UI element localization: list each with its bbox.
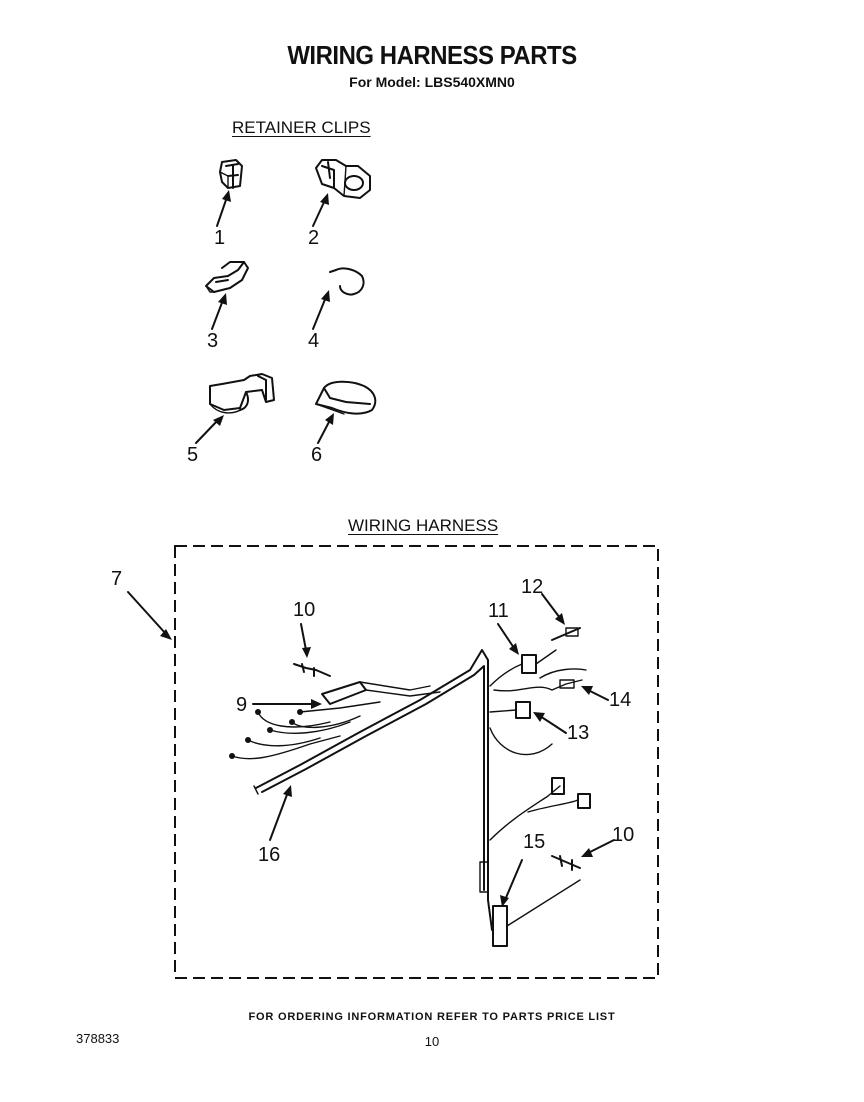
terminal-10-upper <box>294 664 330 676</box>
wiring-harness-heading: WIRING HARNESS <box>348 516 499 535</box>
leader-arrow-6 <box>318 413 334 443</box>
leader-arrow-5 <box>196 415 224 443</box>
leader-arrow-12 <box>542 594 565 625</box>
leader-arrow-2 <box>313 193 329 226</box>
leader-arrow-11 <box>498 624 519 655</box>
callout-10-lower: 10 <box>612 824 635 846</box>
terminal-12 <box>552 628 580 640</box>
callout-10-upper: 10 <box>293 599 316 621</box>
leader-arrow-14 <box>581 686 608 700</box>
connector-13 <box>490 702 552 755</box>
document-number: 378833 <box>76 1031 120 1046</box>
callout-12: 12 <box>521 576 544 598</box>
retainer-clip-2 <box>316 160 370 198</box>
wire-fan <box>229 702 380 759</box>
leader-arrow-16 <box>270 785 292 840</box>
retainer-clip-1 <box>220 160 242 188</box>
page-number: 10 <box>424 1034 440 1049</box>
leader-arrow-15 <box>500 860 522 907</box>
leader-arrow-1 <box>217 190 231 226</box>
retainer-clip-3 <box>206 262 248 292</box>
callout-1: 1 <box>214 227 226 249</box>
branch-connectors <box>490 778 590 840</box>
retainer-clips-heading: RETAINER CLIPS <box>232 118 371 137</box>
callout-4: 4 <box>308 330 320 352</box>
callout-14: 14 <box>609 689 632 711</box>
leader-arrow-9 <box>253 699 322 709</box>
retainer-clip-6 <box>316 382 375 414</box>
callout-6: 6 <box>311 444 323 466</box>
callout-9: 9 <box>236 694 248 716</box>
harness-frame <box>175 546 658 978</box>
leader-arrow-13 <box>533 712 566 733</box>
retainer-clip-4 <box>330 268 364 294</box>
leader-arrow-4 <box>313 290 330 329</box>
callout-15: 15 <box>523 831 546 853</box>
retainer-clip-5 <box>210 374 274 413</box>
callout-11: 11 <box>488 600 509 622</box>
leader-arrow-10-upper <box>301 624 311 658</box>
leader-arrow-3 <box>212 293 227 329</box>
callout-7: 7 <box>111 568 123 590</box>
callout-16: 16 <box>258 844 281 866</box>
callout-5: 5 <box>187 444 199 466</box>
leader-arrow-7 <box>128 592 172 640</box>
callout-2: 2 <box>308 227 320 249</box>
leader-arrow-10-lower <box>581 840 614 857</box>
callout-13: 13 <box>567 722 590 744</box>
connector-11 <box>490 650 556 686</box>
ordering-note: FOR ORDERING INFORMATION REFER TO PARTS PRICE LIST <box>248 1011 616 1023</box>
page-title: WIRING HARNESS PARTS <box>287 40 577 70</box>
connector-15 <box>493 880 580 946</box>
connector-9 <box>322 682 440 704</box>
model-subtitle: For Model: LBS540XMN0 <box>349 74 515 90</box>
callout-3: 3 <box>207 330 219 352</box>
terminal-10-lower <box>552 856 580 870</box>
